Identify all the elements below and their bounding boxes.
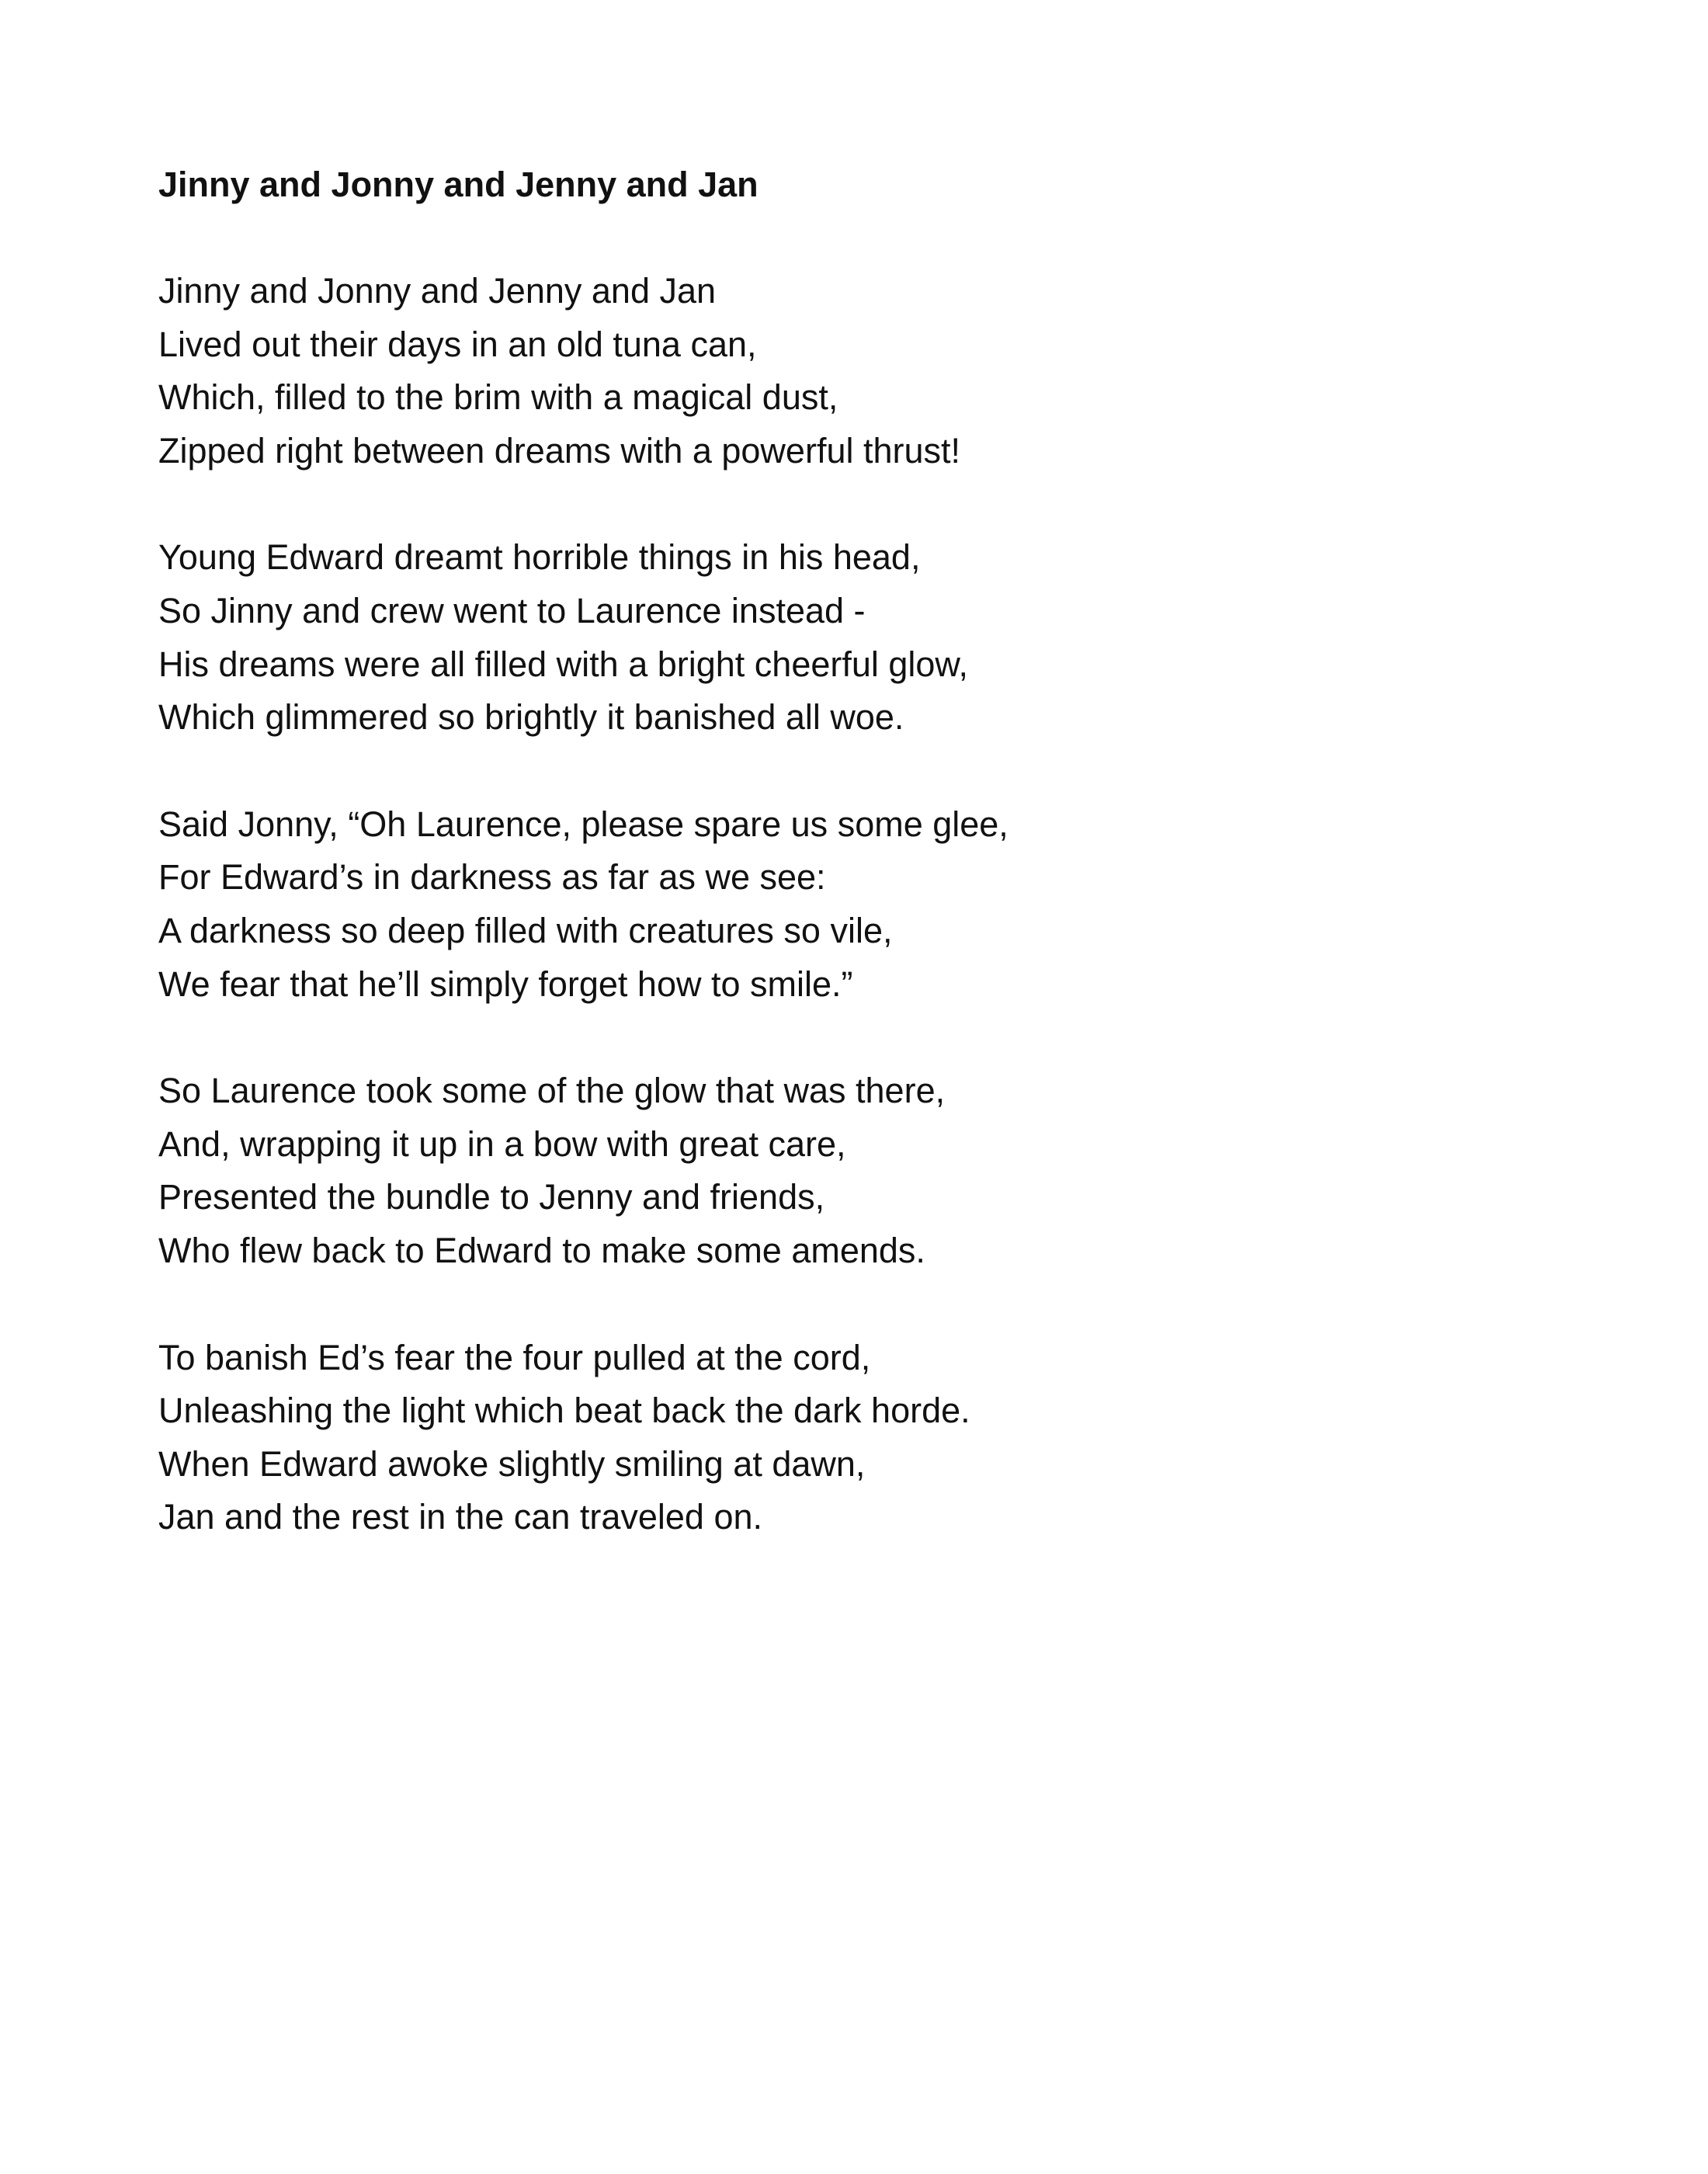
poem-line: Who flew back to Edward to make some amends. [158, 1230, 925, 1270]
poem [158, 158, 1556, 1598]
stanza-5 [158, 1332, 1556, 1544]
poem-line: When Edward awoke slightly smiling at dawn, [158, 1443, 866, 1484]
poem-line: And, wrapping it up in a bow with great care, [158, 1123, 846, 1164]
poem-line: Unleashing the light which beat back the dark horde. [158, 1391, 970, 1431]
poem-title: Jinny and Jonny and Jenny and Jan [158, 165, 759, 204]
poem-line: Lived out their days in an old tuna can, [158, 324, 757, 364]
stanza-4 [158, 1064, 1556, 1277]
poem-line: His dreams were all filled with a bright cheerful glow, [158, 644, 968, 684]
poem-line: So Jinny and crew went to Laurence instead - [158, 590, 866, 630]
poem-line: Which, filled to the brim with a magical dust, [158, 377, 838, 418]
poem-line: We fear that he’ll simply forget how to smile.” [158, 964, 853, 1004]
poem-line: Said Jonny, “Oh Laurence, please spare us some glee, [158, 804, 1008, 844]
poem-line: Which glimmered so brightly it banished all woe. [158, 697, 904, 738]
poem-line: A darkness so deep filled with creatures so vile, [158, 910, 893, 950]
poem-line: To banish Ed’s fear the four pulled at the cord, [158, 1337, 871, 1377]
poem-line: Presented the bundle to Jenny and friends, [158, 1177, 825, 1217]
stanza-3 [158, 798, 1556, 1011]
poem-line: For Edward’s in darkness as far as we see: [158, 857, 826, 898]
stanza-1 [158, 265, 1556, 478]
poem-line: Zipped right between dreams with a powerful thrust! [158, 430, 961, 471]
poem-line: Young Edward dreamt horrible things in his head, [158, 537, 921, 578]
poem-line: Jan and the rest in the can traveled on. [158, 1497, 763, 1537]
poem-line: So Laurence took some of the glow that was there, [158, 1071, 946, 1111]
poem-line: Jinny and Jonny and Jenny and Jan [158, 271, 717, 311]
stanza-2 [158, 531, 1556, 744]
